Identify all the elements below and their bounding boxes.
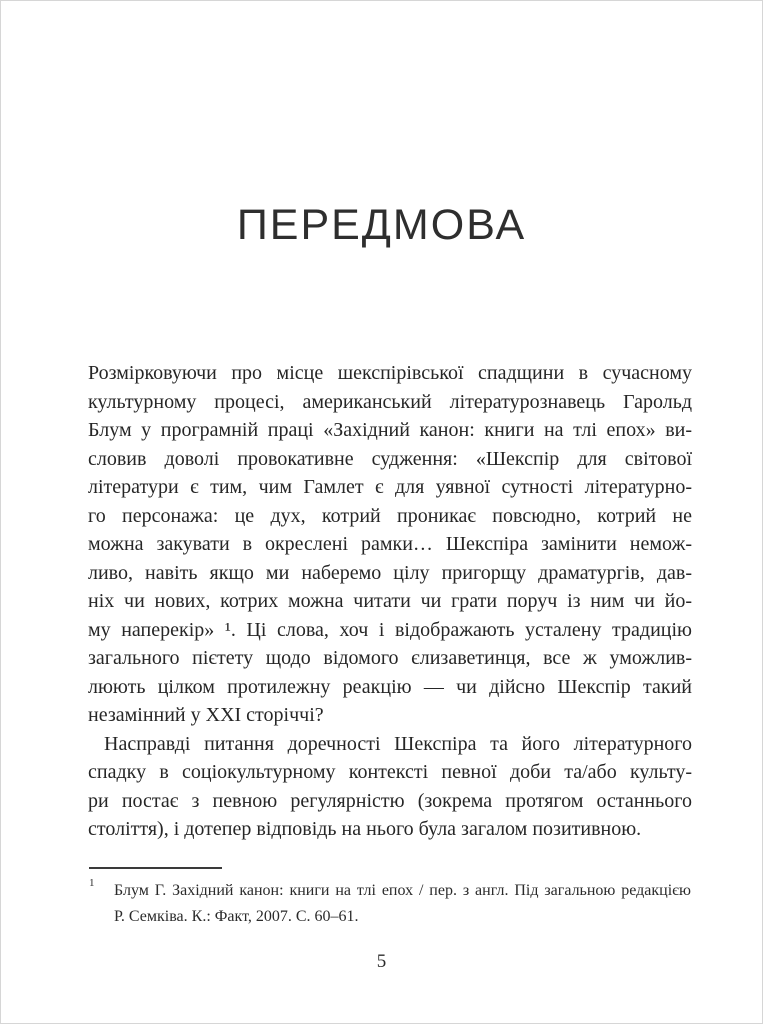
text-line: го персонажа: це дух, котрий проникає повсюдно, котрий не xyxy=(88,504,692,527)
text-line: Розмірковуючи про місце шекспірівської спадщини в сучасному xyxy=(88,362,692,384)
text-line: Блум у програмній праці «Західний канон: книги на тлі епох» ви- xyxy=(88,419,692,441)
footnote-marker: 1 xyxy=(89,877,95,889)
text-line: люють цілком протилежну реакцію — чи дійсно Шекспір такий xyxy=(88,675,692,698)
paragraph xyxy=(88,359,692,730)
text-line: му наперекір» ¹. Ці слова, хоч і відображають усталену традицію xyxy=(88,618,692,641)
footnote-text xyxy=(114,878,691,930)
text-line: незамінний у XXI сторіччі? xyxy=(88,704,324,726)
footnote-line: Блум Г. Західний канон: книги на тлі епох / пер. з англ. Під загальною редакцією xyxy=(114,882,691,899)
text-line: спадку в соціокультурному контексті певної доби та/або культу- xyxy=(88,761,692,783)
text-line: загального пієтету щодо відомого єлизаветинця, все ж уможлив- xyxy=(88,647,692,669)
body-text xyxy=(88,359,692,844)
text-line: ніх чи нових, котрих можна читати чи грати поруч із ним чи йо- xyxy=(88,590,692,612)
text-line: літератури є тим, чим Гамлет є для уявної сутності літературно- xyxy=(88,476,692,498)
page-number: 5 xyxy=(376,951,387,972)
text-line: культурному процесі, американський літературознавець Гарольд xyxy=(88,390,692,413)
footnote-separator xyxy=(89,867,222,869)
chapter-title: ПЕРЕДМОВА xyxy=(236,201,527,249)
text-line: ливо, навіть якщо ми наберемо цілу пригорщу драматургів, дав- xyxy=(88,561,692,584)
paragraph xyxy=(88,730,692,844)
text-line: можна закувати в окреслені рамки… Шекспіра замінити немож- xyxy=(88,533,692,555)
text-line: століття), і дотепер відповідь на нього була загалом позитивною. xyxy=(88,818,642,840)
text-line: ри постає з певною регулярністю (зокрема протягом останнього xyxy=(88,789,692,812)
text-line: словив доволі провокативне судження: «Шекспір для світової xyxy=(88,447,692,470)
footnote-line: Р. Семківа. К.: Факт, 2007. С. 60–61. xyxy=(114,908,359,925)
text-line: Насправді питання доречності Шекспіра та його літературного xyxy=(104,732,692,755)
footnote xyxy=(89,878,691,930)
